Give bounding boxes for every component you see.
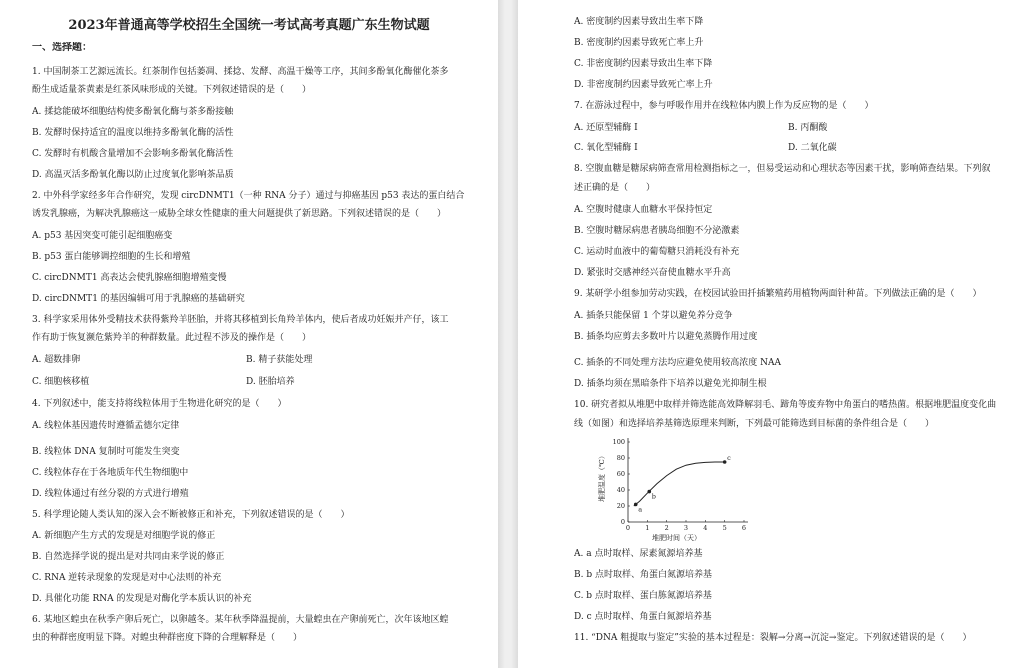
chart-xlabel: 堆肥时间（天） <box>652 534 701 542</box>
q7-option-b: B. 丙酮酸 <box>788 123 828 133</box>
chart-point-a <box>634 503 638 507</box>
q10-option-c: C. b 点时取样、蛋白胨氮源培养基 <box>574 591 712 601</box>
q4-option-b: B. 线粒体 DNA 复制时可能发生突变 <box>32 447 180 457</box>
chart-point-label-c: c <box>727 454 731 462</box>
chart-y-tick-label: 20 <box>616 502 625 511</box>
q6-option-c: C. 非密度制约因素导致出生率下降 <box>574 59 713 69</box>
q4-option-c: C. 线粒体存在于各地质年代生物细胞中 <box>32 468 189 478</box>
q10-option-d: D. c 点时取样、角蛋白氮源培养基 <box>574 612 712 622</box>
q10-option-b: B. b 点时取样、角蛋白氮源培养基 <box>574 570 712 580</box>
chart-point-b <box>647 490 651 494</box>
right-page <box>518 0 1024 668</box>
temperature-chart <box>596 434 756 544</box>
q1-line-2: 酚生成适量茶黄素是红茶风味形成的关键。下列叙述错误的是（ ） <box>32 85 312 95</box>
q5-option-c: C. RNA 逆转录现象的发现是对中心法则的补充 <box>32 573 222 583</box>
q2-option-d: D. circDNMT1 的基因编辑可用于乳腺癌的基础研究 <box>32 294 245 304</box>
left-page <box>0 0 498 668</box>
q4-option-d: D. 线粒体通过有丝分裂的方式进行增殖 <box>32 489 189 499</box>
q3-option-c: C. 细胞核移植 <box>32 377 90 387</box>
q1-option-b: B. 发酵时保持适宜的温度以维持多酚氧化酶的活性 <box>32 128 234 138</box>
q5-option-d: D. 具催化功能 RNA 的发现是对酶化学本质认识的补充 <box>32 594 252 604</box>
q9-option-c: C. 插条的不同处理方法均应避免使用较高浓度 NAA <box>574 358 782 368</box>
q8-option-d: D. 紧张时交感神经兴奋使血糖水平升高 <box>574 268 731 278</box>
q7-line-1: 7. 在游泳过程中，参与呼吸作用并在线粒体内膜上作为反应物的是（ ） <box>574 101 874 111</box>
chart-ylabel: 堆肥温度（℃） <box>598 452 606 502</box>
q8-option-a: A. 空腹时健康人血糖水平保持恒定 <box>574 205 713 215</box>
q9-option-d: D. 插条均须在黑暗条件下培养以避免光抑制生根 <box>574 379 767 389</box>
q9-line-1: 9. 某研学小组参加劳动实践，在校园试验田扦插繁殖药用植物两面针种苗。下列做法正确的是（ ） <box>574 289 982 299</box>
q3-line-2: 作有助于恢复濒危紫羚羊的种群数量。此过程不涉及的操作是（ ） <box>32 333 312 343</box>
q1-line-1: 1. 中国制茶工艺源远流长。红茶制作包括萎凋、揉捻、发酵、高温干燥等工序，其间多酚氧化酶催化茶多 <box>32 67 449 77</box>
q1-option-d: D. 高温灭活多酚氧化酶以防止过度氧化影响茶品质 <box>32 170 234 180</box>
q3-option-d: D. 胚胎培养 <box>246 377 295 387</box>
page-title: 2023年普通高等学校招生全国统一考试高考真题广东生物试题 <box>68 18 430 33</box>
chart-y-tick-label: 0 <box>620 518 625 527</box>
q9-option-b: B. 插条均应剪去多数叶片以避免蒸腾作用过度 <box>574 332 758 342</box>
q7-option-d: D. 二氧化碳 <box>788 143 837 153</box>
q7-option-a: A. 还原型辅酶 Ⅰ <box>574 123 638 133</box>
q8-line-1: 8. 空腹血糖是糖尿病筛查常用检测指标之一，但易受运动和心理状态等因素干扰，影响筛查结果。下列叙 <box>574 164 991 174</box>
q8-option-c: C. 运动时血液中的葡萄糖只消耗没有补充 <box>574 247 740 257</box>
page-gutter <box>498 0 518 668</box>
q2-line-2: 诱发乳腺癌，为解决乳腺癌这一威胁全球女性健康的重大问题提供了新思路。下列叙述错误的是（ ） <box>32 209 447 219</box>
q2-option-b: B. p53 蛋白能够调控细胞的生长和增殖 <box>32 252 191 262</box>
chart-x-tick-label: 3 <box>683 524 689 532</box>
q1-option-a: A. 揉捻能破坏细胞结构使多酚氧化酶与茶多酚接触 <box>32 107 234 117</box>
q2-line-1: 2. 中外科学家经多年合作研究，发现 circDNMT1（一种 RNA 分子）通过与抑癌基因 p53 表达的蛋白结合 <box>32 191 465 201</box>
q5-option-b: B. 自然选择学说的提出是对共同由来学说的修正 <box>32 552 225 562</box>
q10-option-a: A. a 点时取样、尿素氮源培养基 <box>574 549 703 559</box>
chart-point-label-a: a <box>638 505 643 514</box>
q3-line-1: 3. 科学家采用体外受精技术获得紫羚羊胚胎，并将其移植到长角羚羊体内，使后者成功妊娠并产仔，该工 <box>32 315 449 325</box>
q5-line-1: 5. 科学理论随人类认知的深入会不断被修正和补充，下列叙述错误的是（ ） <box>32 510 350 520</box>
chart-x-tick-label: 1 <box>645 524 650 532</box>
q10-line-2: 线（如图）和选择培养基筛选原理来判断，下列最可能筛选到目标菌的条件组合是（ ） <box>574 419 935 429</box>
q7-option-c: C. 氧化型辅酶 Ⅰ <box>574 143 638 153</box>
q5-option-a: A. 新细胞产生方式的发现是对细胞学说的修正 <box>32 531 216 541</box>
chart-point-label-b: b <box>651 492 656 501</box>
q6-option-d: D. 非密度制约因素导致死亡率上升 <box>574 80 713 90</box>
q3-option-b: B. 精子获能处理 <box>246 355 313 365</box>
q4-line-1: 4. 下列叙述中，能支持将线粒体用于生物进化研究的是（ ） <box>32 399 287 409</box>
chart-x-tick-label: 5 <box>722 524 727 532</box>
q10-line-1: 10. 研究者拟从堆肥中取样并筛选能高效降解羽毛、蹄角等废弃物中角蛋白的嗜热菌。根据堆肥温度变化曲 <box>574 400 997 410</box>
q1-option-c: C. 发酵时有机酸含量增加不会影响多酚氧化酶活性 <box>32 149 234 159</box>
q2-option-c: C. circDNMT1 高表达会使乳腺癌细胞增殖变慢 <box>32 273 227 283</box>
q3-option-a: A. 超数排卵 <box>32 355 81 365</box>
chart-y-tick-label: 40 <box>616 486 625 495</box>
q6-line-1: 6. 某地区蝗虫在秋季产卵后死亡，以卵越冬。某年秋季降温提前，大量蝗虫在产卵前死亡，次年该地区蝗 <box>32 615 449 625</box>
chart-x-tick-label: 6 <box>741 524 747 532</box>
chart-y-tick-label: 100 <box>612 438 625 447</box>
q8-option-b: B. 空腹时糖尿病患者胰岛细胞不分泌激素 <box>574 226 740 236</box>
q2-option-a: A. p53 基因突变可能引起细胞癌变 <box>32 231 173 241</box>
q6-line-2: 虫的种群密度明显下降。对蝗虫种群密度下降的合理解释是（ ） <box>32 633 303 643</box>
q9-option-a: A. 插条只能保留 1 个芽以避免养分竞争 <box>574 311 733 321</box>
chart-series-line <box>634 462 725 506</box>
chart-y-tick-label: 80 <box>616 454 625 463</box>
q8-line-2: 述正确的是（ ） <box>574 183 656 193</box>
q6-option-a: A. 密度制约因素导致出生率下降 <box>574 17 704 27</box>
section-heading: 一、选择题： <box>32 42 92 53</box>
q4-option-a: A. 线粒体基因遗传时遵循孟德尔定律 <box>32 421 180 431</box>
chart-y-tick-label: 60 <box>616 470 625 479</box>
q6-option-b: B. 密度制约因素导致死亡率上升 <box>574 38 704 48</box>
chart-x-tick-label: 0 <box>625 524 631 532</box>
chart-x-tick-label: 4 <box>703 524 708 532</box>
chart-x-tick-label: 2 <box>664 524 669 532</box>
q11-line-1: 11. “DNA 粗提取与鉴定”实验的基本过程是：裂解→分离→沉淀→鉴定。下列叙述错误的是（ ） <box>574 633 972 643</box>
chart-point-c <box>723 460 727 464</box>
